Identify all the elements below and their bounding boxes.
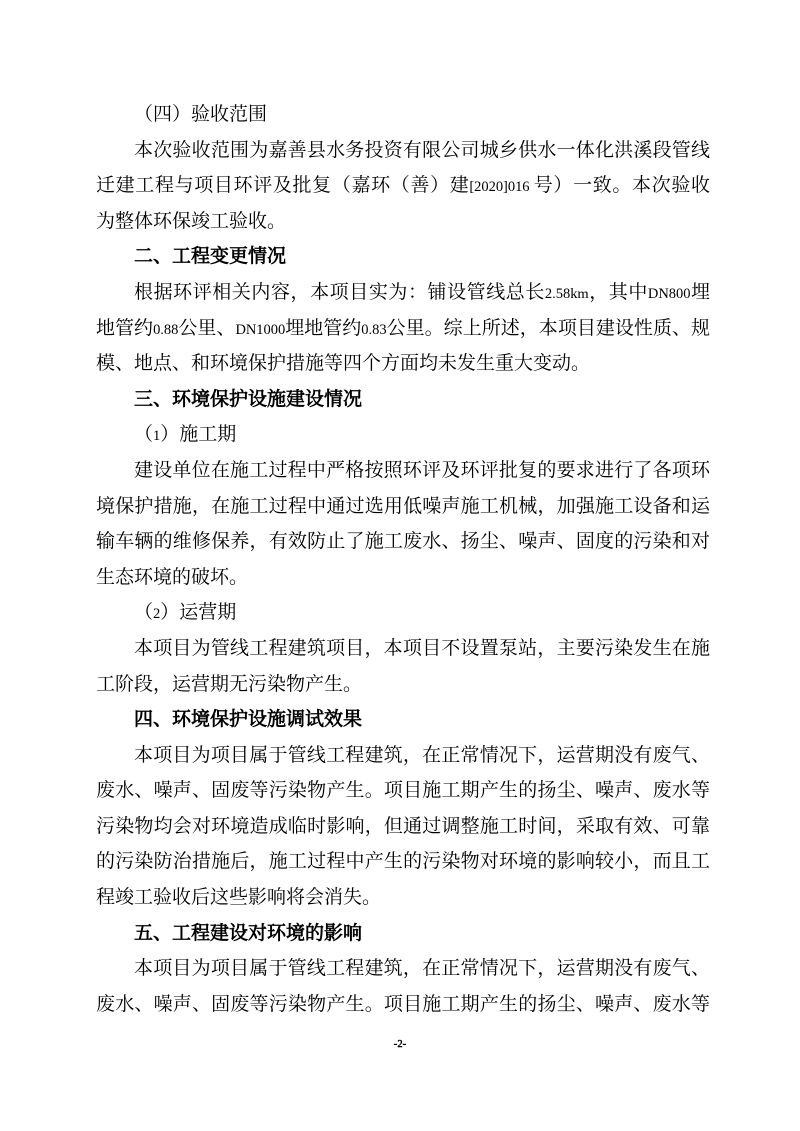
paragraph-construction-period: 建设单位在施工过程中严格按照环评及环评批复的要求进行了各项环境保护措施，在施工过程中通过选用低噪声施工机械，加强施工设备和运输车辆的维修保养，有效防止了施工废水、扬尘、噪声、固度的污染和对生态环境的破坏。	[96, 463, 710, 587]
paragraph-env-facility-debugging: 本项目为项目属于管线工程建筑，在正常情况下，运营期没有废气、废水、噪声、固废等污染物产生。项目施工期产生的扬尘、噪声、废水等污染物均会对环境造成临时影响，但通过调整施工时间，采取有效、可靠的污染防治措施后，施工过程中产生的污染物对环境的影响较小，而且工程竣工验收后这些影响将会消失。	[96, 748, 710, 908]
heading-project-env-impact: 五、工程建设对环境的影响	[134, 926, 363, 943]
heading-project-changes: 二、工程变更情况	[134, 250, 287, 267]
subheading-construction-period: （1）施工期	[134, 428, 237, 445]
paragraph-project-changes: 根据环评相关内容，本项目实为：铺设管线总长2.58km，其中DN800埋地管约0.88公里、DN1000埋地管约0.83公里。综上所述，本项目建设性质、规模、地点、和环境保护措施等四个方面均未发生重大变动。	[96, 285, 710, 374]
paragraph-acceptance-scope: 本次验收范围为嘉善县水务投资有限公司城乡供水一体化洪溪段管线迁建工程与项目环评及批复（嘉环（善）建[2020]016 号）一致。本次验收为整体环保竣工验收。	[96, 143, 710, 231]
paragraph-project-env-impact: 本项目为项目属于管线工程建筑，在正常情况下，运营期没有废气、废水、噪声、固废等污染物产生。项目施工期产生的扬尘、噪声、废水等	[96, 962, 710, 1014]
subheading-operation-period: （2）运营期	[134, 606, 237, 623]
subheading-acceptance-scope: （四）验收范围	[134, 108, 268, 124]
heading-env-protection-construction: 三、环境保护设施建设情况	[134, 392, 363, 409]
heading-env-facility-debugging: 四、环境保护设施调试效果	[134, 713, 363, 730]
document-body	[96, 99, 710, 1024]
page-number: -2-	[393, 1039, 407, 1050]
paragraph-operation-period: 本项目为管线工程建筑项目，本项目不设置泵站，主要污染发生在施工阶段，运营期无污染物产生。	[96, 641, 710, 694]
